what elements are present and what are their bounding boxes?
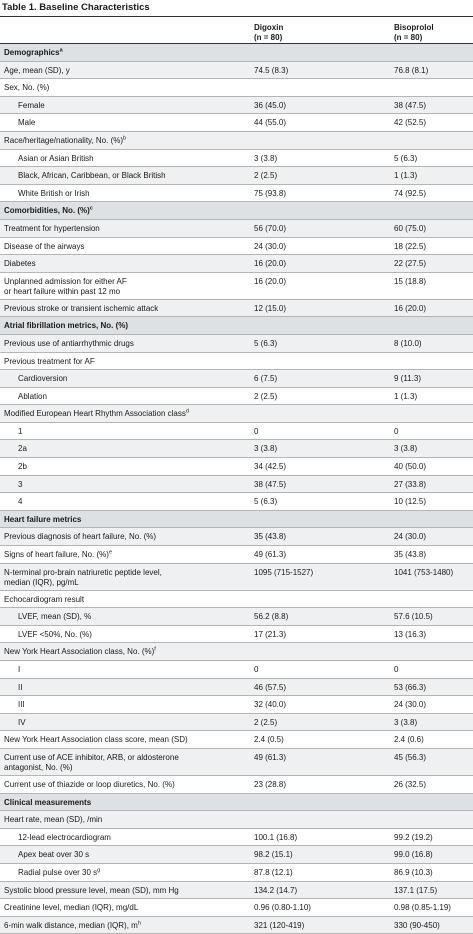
- row-label: [0, 405, 250, 423]
- row-label: [0, 422, 250, 440]
- digoxin-value: [250, 79, 390, 97]
- row-label-text: Cardioversion: [18, 374, 68, 384]
- section-row: [0, 793, 473, 811]
- row-label-text: 6-min walk distance, median (IQR), m: [4, 920, 138, 930]
- row-label-text: Asian or Asian British: [18, 153, 94, 163]
- row-label: [0, 793, 250, 811]
- row-label: [0, 475, 250, 493]
- row-label-text: Current use of ACE inhibitor, ARB, or aldosterone: [4, 752, 179, 762]
- row-label-text: Black, African, Caribbean, or Black British: [18, 171, 166, 181]
- column-header-characteristic: [0, 17, 250, 44]
- bisoprolol-value: [390, 317, 473, 335]
- digoxin-value: 1095 (715-1527): [250, 563, 390, 590]
- bisoprolol-value: [390, 643, 473, 661]
- bisoprolol-value: [390, 352, 473, 370]
- table-row: [0, 237, 473, 255]
- row-label: [0, 167, 250, 185]
- table-row: [0, 131, 473, 149]
- row-label-text: Atrial fibrillation metrics, No. (%): [4, 321, 129, 331]
- column-n: (n = 80): [394, 33, 423, 42]
- row-label-text: III: [18, 700, 25, 710]
- row-label-text: Heart failure metrics: [4, 514, 82, 524]
- bisoprolol-value: 5 (6.3): [390, 149, 473, 167]
- bisoprolol-value: [390, 510, 473, 528]
- section-row: [0, 317, 473, 335]
- row-label-text: Unplanned admission for either AF: [4, 276, 127, 286]
- bisoprolol-value: [390, 44, 473, 62]
- digoxin-value: 56 (70.0): [250, 219, 390, 237]
- row-label: [0, 493, 250, 511]
- table-row: [0, 79, 473, 97]
- digoxin-value: [250, 131, 390, 149]
- footnote-marker: g: [97, 867, 101, 874]
- table-row: [0, 96, 473, 114]
- row-label: [0, 237, 250, 255]
- bisoprolol-value: 22 (27.5): [390, 255, 473, 273]
- row-label-text: Creatinine level, median (IQR), mg/dL: [4, 903, 139, 913]
- bisoprolol-value: 99.0 (16.8): [390, 846, 473, 864]
- row-label-text: 3: [18, 479, 23, 489]
- bisoprolol-value: 27 (33.8): [390, 475, 473, 493]
- bisoprolol-value: 1041 (753-1480): [390, 563, 473, 590]
- row-label: [0, 96, 250, 114]
- column-name: Bisoprolol: [394, 23, 434, 32]
- digoxin-value: [250, 202, 390, 220]
- row-label-text: Echocardiogram result: [4, 594, 85, 604]
- digoxin-value: 24 (30.0): [250, 237, 390, 255]
- table-row: [0, 475, 473, 493]
- row-label-text-line2: antagonist, No. (%): [4, 762, 73, 772]
- table-row: [0, 370, 473, 388]
- row-label: [0, 61, 250, 79]
- row-label: [0, 334, 250, 352]
- row-label-text: II: [18, 682, 23, 692]
- row-label-text: Radial pulse over 30 s: [18, 867, 98, 877]
- bisoprolol-value: 13 (16.3): [390, 625, 473, 643]
- bisoprolol-value: 9 (11.3): [390, 370, 473, 388]
- digoxin-value: 16 (20.0): [250, 255, 390, 273]
- digoxin-value: 5 (6.3): [250, 334, 390, 352]
- footnote-marker: a: [59, 47, 63, 54]
- row-label: [0, 114, 250, 132]
- row-label-text: Previous treatment for AF: [4, 356, 95, 366]
- row-label-text: N-terminal pro-brain natriuretic peptide level,: [4, 567, 162, 577]
- table-row: [0, 255, 473, 273]
- row-label-text: Male: [18, 118, 36, 128]
- row-label: [0, 440, 250, 458]
- table-row: [0, 405, 473, 423]
- digoxin-value: [250, 405, 390, 423]
- row-label: [0, 352, 250, 370]
- digoxin-value: 74.5 (8.3): [250, 61, 390, 79]
- row-label: [0, 79, 250, 97]
- row-label: [0, 625, 250, 643]
- row-label-text: Ablation: [18, 391, 47, 401]
- row-label-text: IV: [18, 717, 26, 727]
- digoxin-value: 12 (15.0): [250, 299, 390, 317]
- row-label: [0, 299, 250, 317]
- bisoprolol-value: 24 (30.0): [390, 528, 473, 546]
- row-label: [0, 590, 250, 608]
- table-row: [0, 661, 473, 679]
- digoxin-value: 16 (20.0): [250, 272, 390, 299]
- bisoprolol-value: 38 (47.5): [390, 96, 473, 114]
- bisoprolol-value: 76.8 (8.1): [390, 61, 473, 79]
- row-label: [0, 678, 250, 696]
- table-row: [0, 846, 473, 864]
- bisoprolol-value: 3 (3.8): [390, 713, 473, 731]
- row-label: [0, 255, 250, 273]
- row-label-text: Apex beat over 30 s: [18, 850, 90, 860]
- row-label: [0, 731, 250, 749]
- footnote-marker: e: [108, 549, 112, 556]
- row-label: [0, 775, 250, 793]
- digoxin-value: [250, 643, 390, 661]
- column-header-digoxin: [250, 17, 390, 44]
- row-label: [0, 563, 250, 590]
- row-label-text: LVEF, mean (SD), %: [18, 612, 92, 622]
- table-row: [0, 608, 473, 626]
- column-header-bisoprolol: [390, 17, 473, 44]
- digoxin-value: 321 (120-419): [250, 916, 390, 934]
- bisoprolol-value: 86.9 (10.3): [390, 863, 473, 881]
- row-label-text: 4: [18, 497, 23, 507]
- bisoprolol-value: 0.98 (0.85-1.19): [390, 899, 473, 917]
- bisoprolol-value: 137.1 (17.5): [390, 881, 473, 899]
- bisoprolol-value: 3 (3.8): [390, 440, 473, 458]
- digoxin-value: 35 (43.8): [250, 528, 390, 546]
- row-label: [0, 811, 250, 829]
- digoxin-value: [250, 317, 390, 335]
- row-label: [0, 149, 250, 167]
- bisoprolol-value: [390, 202, 473, 220]
- row-label: [0, 828, 250, 846]
- row-label-text: Disease of the airways: [4, 241, 85, 251]
- row-label-text: Systolic blood pressure level, mean (SD), mm Hg: [4, 885, 179, 895]
- row-label: [0, 881, 250, 899]
- digoxin-value: 49 (61.3): [250, 748, 390, 775]
- digoxin-value: 23 (28.8): [250, 775, 390, 793]
- row-label-text-line2: or heart failure within past 12 mo: [4, 286, 121, 296]
- row-label-text: Clinical measurements: [4, 797, 92, 807]
- bisoprolol-value: 16 (20.0): [390, 299, 473, 317]
- bisoprolol-value: 40 (50.0): [390, 458, 473, 476]
- table-row: [0, 184, 473, 202]
- row-label-text: LVEF <50%, No. (%): [18, 629, 92, 639]
- bisoprolol-value: 8 (10.0): [390, 334, 473, 352]
- digoxin-value: 49 (61.3): [250, 546, 390, 564]
- row-label: [0, 713, 250, 731]
- digoxin-value: [250, 352, 390, 370]
- row-label: [0, 387, 250, 405]
- bisoprolol-value: [390, 811, 473, 829]
- footnote-marker: d: [185, 408, 189, 415]
- bisoprolol-value: 24 (30.0): [390, 696, 473, 714]
- row-label-text: 1: [18, 426, 23, 436]
- row-label-text: Race/heritage/nationality, No. (%): [4, 135, 124, 145]
- bisoprolol-value: 1 (1.3): [390, 387, 473, 405]
- table-row: [0, 863, 473, 881]
- row-label-text: Diabetes: [4, 259, 36, 269]
- bisoprolol-value: 57.6 (10.5): [390, 608, 473, 626]
- footnote-marker: c: [89, 205, 93, 212]
- digoxin-value: 2 (2.5): [250, 713, 390, 731]
- row-label: [0, 863, 250, 881]
- row-label: [0, 748, 250, 775]
- row-label-text: Comorbidities, No. (%): [4, 206, 90, 216]
- digoxin-value: 34 (42.5): [250, 458, 390, 476]
- row-label: [0, 643, 250, 661]
- digoxin-value: [250, 793, 390, 811]
- bisoprolol-value: 18 (22.5): [390, 237, 473, 255]
- row-label-text: Signs of heart failure, No. (%): [4, 550, 109, 560]
- digoxin-value: 17 (21.3): [250, 625, 390, 643]
- bisoprolol-value: 60 (75.0): [390, 219, 473, 237]
- table-row: [0, 299, 473, 317]
- row-label-text: 12-lead electrocardiogram: [18, 832, 111, 842]
- digoxin-value: 6 (7.5): [250, 370, 390, 388]
- row-label: [0, 546, 250, 564]
- bisoprolol-value: 99.2 (19.2): [390, 828, 473, 846]
- digoxin-value: 100.1 (16.8): [250, 828, 390, 846]
- table-row: [0, 916, 473, 934]
- digoxin-value: 44 (55.0): [250, 114, 390, 132]
- table-row: [0, 881, 473, 899]
- bisoprolol-value: [390, 79, 473, 97]
- digoxin-value: 98.2 (15.1): [250, 846, 390, 864]
- table-row: [0, 387, 473, 405]
- table-row: [0, 272, 473, 299]
- table-title: Table 1. Baseline Characteristics: [0, 0, 473, 17]
- column-n: (n = 80): [254, 33, 283, 42]
- table-row: [0, 458, 473, 476]
- row-label: [0, 899, 250, 917]
- digoxin-value: 3 (3.8): [250, 149, 390, 167]
- bisoprolol-value: 330 (90-450): [390, 916, 473, 934]
- row-label: [0, 608, 250, 626]
- bisoprolol-value: 1 (1.3): [390, 167, 473, 185]
- table-row: [0, 696, 473, 714]
- bisoprolol-value: 15 (18.8): [390, 272, 473, 299]
- digoxin-value: 32 (40.0): [250, 696, 390, 714]
- section-row: [0, 202, 473, 220]
- table-row: [0, 563, 473, 590]
- bisoprolol-value: 45 (56.3): [390, 748, 473, 775]
- digoxin-value: 2 (2.5): [250, 387, 390, 405]
- row-label-text: Treatment for hypertension: [4, 223, 100, 233]
- digoxin-value: [250, 590, 390, 608]
- table-row: [0, 352, 473, 370]
- row-label-text-line2: median (IQR), pg/mL: [4, 577, 79, 587]
- row-label: [0, 370, 250, 388]
- footnote-marker: b: [123, 135, 127, 142]
- table-row: [0, 114, 473, 132]
- table-row: [0, 643, 473, 661]
- row-label-text: Previous stroke or transient ischemic attack: [4, 303, 159, 313]
- bisoprolol-value: 74 (92.5): [390, 184, 473, 202]
- section-row: [0, 44, 473, 62]
- row-label-text: I: [18, 665, 21, 674]
- table-row: [0, 334, 473, 352]
- digoxin-value: 75 (93.8): [250, 184, 390, 202]
- table-row: [0, 219, 473, 237]
- table-row: [0, 811, 473, 829]
- row-label-text: 2b: [18, 462, 27, 472]
- table-row: [0, 167, 473, 185]
- row-label: [0, 661, 250, 679]
- table-row: [0, 61, 473, 79]
- digoxin-value: 56.2 (8.8): [250, 608, 390, 626]
- table-row: [0, 528, 473, 546]
- row-label-text: New York Heart Association class score, mean (SD): [4, 735, 188, 745]
- digoxin-value: 2 (2.5): [250, 167, 390, 185]
- digoxin-value: 2.4 (0.5): [250, 731, 390, 749]
- table-row: [0, 713, 473, 731]
- digoxin-value: 134.2 (14.7): [250, 881, 390, 899]
- row-label-text: Heart rate, mean (SD), /min: [4, 815, 103, 825]
- digoxin-value: [250, 44, 390, 62]
- row-label-text: Previous use of antiarrhythmic drugs: [4, 338, 134, 348]
- table-row: [0, 422, 473, 440]
- bisoprolol-value: 2.4 (0.6): [390, 731, 473, 749]
- row-label: [0, 272, 250, 299]
- bisoprolol-value: [390, 405, 473, 423]
- bisoprolol-value: 53 (66.3): [390, 678, 473, 696]
- column-name: Digoxin: [254, 23, 284, 32]
- bisoprolol-value: [390, 131, 473, 149]
- row-label-text: Sex, No. (%): [4, 83, 50, 93]
- table-row: [0, 828, 473, 846]
- footnote-marker: h: [137, 920, 141, 927]
- footnote-marker: f: [154, 646, 156, 653]
- row-label: [0, 131, 250, 149]
- digoxin-value: 87.8 (12.1): [250, 863, 390, 881]
- row-label: [0, 696, 250, 714]
- row-label-text: Age, mean (SD), y: [4, 65, 70, 75]
- bisoprolol-value: 0: [390, 422, 473, 440]
- bisoprolol-value: 10 (12.5): [390, 493, 473, 511]
- table-row: [0, 731, 473, 749]
- row-label: [0, 202, 250, 220]
- baseline-characteristics-table: [0, 17, 473, 934]
- table-row: [0, 546, 473, 564]
- table-row: [0, 678, 473, 696]
- row-label-text: 2a: [18, 444, 27, 454]
- digoxin-value: [250, 811, 390, 829]
- row-label-text: White British or Irish: [18, 188, 90, 198]
- row-label-text: New York Heart Association class, No. (%): [4, 647, 155, 657]
- table-row: [0, 493, 473, 511]
- digoxin-value: 0.96 (0.80-1.10): [250, 899, 390, 917]
- digoxin-value: 36 (45.0): [250, 96, 390, 114]
- row-label: [0, 184, 250, 202]
- bisoprolol-value: 35 (43.8): [390, 546, 473, 564]
- digoxin-value: 0: [250, 422, 390, 440]
- bisoprolol-value: 0: [390, 661, 473, 679]
- digoxin-value: 38 (47.5): [250, 475, 390, 493]
- row-label: [0, 916, 250, 934]
- digoxin-value: 3 (3.8): [250, 440, 390, 458]
- row-label: [0, 317, 250, 335]
- digoxin-value: [250, 510, 390, 528]
- table-row: [0, 775, 473, 793]
- bisoprolol-value: [390, 793, 473, 811]
- bisoprolol-value: 26 (32.5): [390, 775, 473, 793]
- table-row: [0, 625, 473, 643]
- table-row: [0, 899, 473, 917]
- digoxin-value: 5 (6.3): [250, 493, 390, 511]
- table-row: [0, 748, 473, 775]
- table-body: [0, 44, 473, 934]
- table-row: [0, 149, 473, 167]
- digoxin-value: 0: [250, 661, 390, 679]
- table-row: [0, 440, 473, 458]
- table-row: [0, 590, 473, 608]
- column-header-row: [0, 17, 473, 44]
- row-label-text: Female: [18, 100, 45, 110]
- row-label: [0, 44, 250, 62]
- row-label: [0, 510, 250, 528]
- bisoprolol-value: 42 (52.5): [390, 114, 473, 132]
- row-label-text: Previous diagnosis of heart failure, No. (%): [4, 532, 157, 542]
- row-label: [0, 528, 250, 546]
- section-row: [0, 510, 473, 528]
- row-label-text: Current use of thiazide or loop diuretics, No. (%): [4, 779, 175, 789]
- digoxin-value: 46 (57.5): [250, 678, 390, 696]
- bisoprolol-value: [390, 590, 473, 608]
- row-label: [0, 458, 250, 476]
- row-label-text: Modified European Heart Rhythm Association class: [4, 409, 186, 419]
- row-label: [0, 219, 250, 237]
- row-label-text: Demographics: [4, 48, 60, 57]
- row-label: [0, 846, 250, 864]
